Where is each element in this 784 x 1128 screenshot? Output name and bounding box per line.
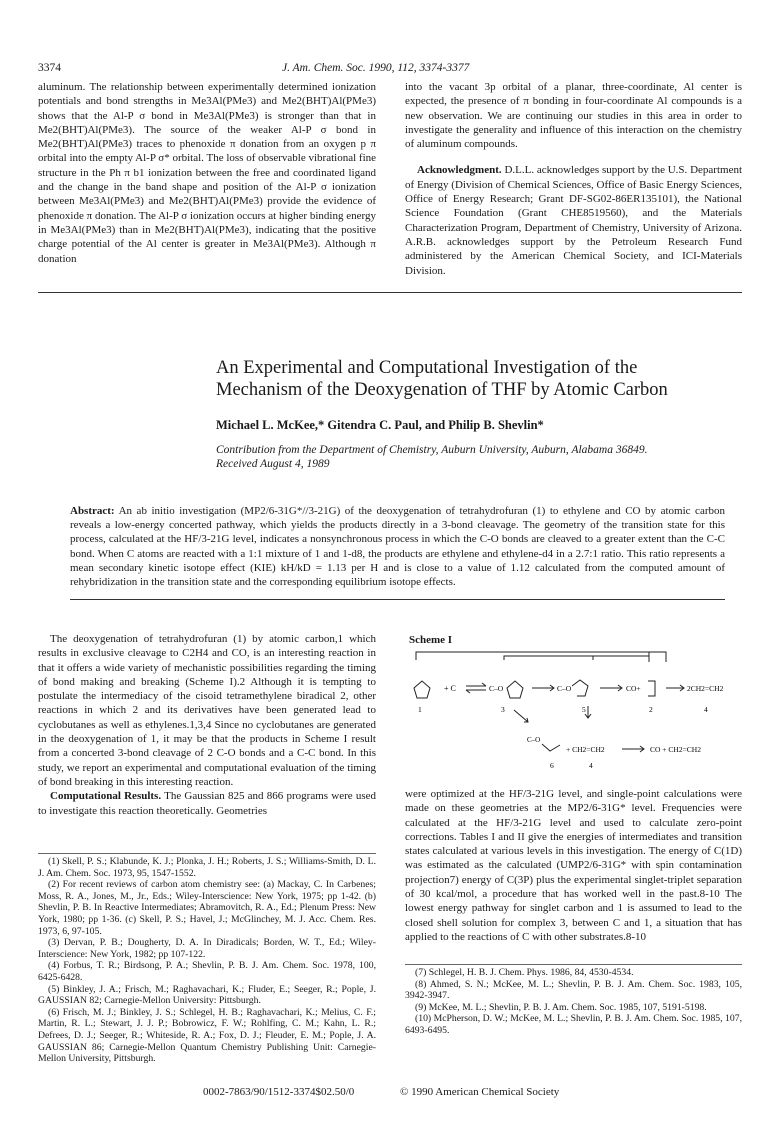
prev-article-text-right: into the vacant 3p orbital of a planar, three-coordinate, Al center is expected, the presence of π bonding in four-coordinate Al compounds is a new observation. We are continuing our studies in this area in order to investigate the generality and influence of this interaction on the chemistry of aluminum compounds. xyxy=(405,81,742,151)
footnote-rule-right xyxy=(405,964,742,965)
thf-ring-1 xyxy=(414,681,430,698)
reference-1: (1) Skell, P. S.; Klabunde, K. J.; Plonka, J. H.; Roberts, J. S.; Williams-Smith, D. L. J. Am. Chem. Soc. 1973, 95, 1547-1552. xyxy=(38,856,376,879)
intro-paragraph: The deoxygenation of tetrahydrofuran (1) by atomic carbon,1 which results in exclusive cleavage to C2H4 and CO, is an interesting reaction in that it offers a wide variety of mechanistic possibilities regarding the timing of bond making and breaking (Scheme I).2 Although it is tempting to postulate the intermediacy of the cisoid tetramethylene biradical 2, other reactions in which 2 and its derivatives have been generated lead to cyclobutanes as well as ethylenes.1,3,4 Since no cyclobutanes are generated in the deoxygenation of 1, it may be that the products in Scheme I result from a concerted 3-bond cleavage of 2 C-O bonds and a C-C bond. In this study, we report an experimental and computational evaluation of the timing of bond breaking in this interesting reaction. xyxy=(38,633,376,788)
compound-4-number: 4 xyxy=(704,705,708,714)
co-plus: CO+ xyxy=(626,684,641,693)
prev-article-left-column xyxy=(38,80,376,266)
lower-product: CO + CH2=CH2 xyxy=(650,745,701,754)
body-left-column xyxy=(38,632,376,818)
abstract-rule xyxy=(70,599,725,600)
acknowledgment-text: D.L.L. acknowledges support by the U.S. Department of Energy (Division of Chemical Sciences, Office of Basic Energy Sciences, Office of Energy Research; Grant DF-SG02-86ER135101), the National Science Foundation (Grant CHE8519560), and the Materials Characterization Program, Department of Chemistry, University of Arizona. A.R.B. acknowledges support by the Petroleum Research Fund administered by the American Chemical Society, and ICI-Materials Division. xyxy=(405,164,743,277)
compound-2-number: 2 xyxy=(649,705,653,714)
product-ethylene: 2CH2=CH2 xyxy=(687,684,724,693)
reference-10: (10) McPherson, D. W.; McKee, M. L.; Shevlin, P. B. J. Am. Chem. Soc. 1985, 107, 6493-6495. xyxy=(405,1013,742,1036)
reference-4: (4) Forbus, T. R.; Birdsong, P. A.; Shevlin, P. B. J. Am. Chem. Soc. 1978, 100, 6425-6428. xyxy=(38,960,376,983)
reference-8: (8) Ahmed, S. N.; McKee, M. L.; Shevlin, P. B. J. Am. Chem. Soc. 1983, 105, 3942-3947. xyxy=(405,978,742,1002)
prev-article-right-column xyxy=(405,80,742,278)
lower-c-o: C–O xyxy=(527,736,541,744)
page-number: 3374 xyxy=(38,62,61,74)
prev-article-text-left: aluminum. The relationship between experimentally determined ionization potentials and bond strengths in Me3Al(PMe3) and Me2(BHT)Al(PMe3) shows that the Al-P σ bond in Me3Al(PMe3) is stronger than that in Me2(BHT)Al(PMe3). The source of the weaker Al-P σ bond in Me2(BHT)Al(PMe3) traces to phenoxide π donation from an oxygen p π orbital into the empty Al-P σ* orbital. The loss of observable vibrational fine structure in the Ph π b1 ionization between the free and coordinated ligand and the change in the band shape and position of the Al-P σ ionization between Me3Al(PMe3) and Me2(BHT)Al(PMe3) provide the evidence of phenoxide π donation. The Al-P σ ionization occurs at higher binding energy in Me3Al(PMe3) than in Me2(BHT)Al(PMe3), indicating that the positive charge potential of the Al center is greater in Me3Al(PMe3). Although π donation xyxy=(38,81,377,265)
running-header: J. Am. Chem. Soc. 1990, 112, 3374-3377 xyxy=(282,62,470,74)
reference-5: (5) Binkley, J. A.; Frisch, M.; Raghavachari, K.; Fluder, E.; Seeger, R.; Pople, J. GAUSSIAN 82; Carnegie-Mellon University: Pittsburgh. xyxy=(38,983,376,1007)
title-line-1: An Experimental and Computational Investigation of the xyxy=(216,358,638,378)
lower-plus-ethylene: + CH2=CH2 xyxy=(566,745,605,754)
compound-1-number: 1 xyxy=(418,705,422,714)
scheme-diagram xyxy=(404,648,744,776)
compound-5-number: 5 xyxy=(582,705,586,714)
c-o-label-2: C–O xyxy=(557,684,572,693)
reference-7: (7) Schlegel, H. B. J. Chem. Phys. 1986, 84, 4530-4534. xyxy=(415,967,634,978)
footer-code: 0002-7863/90/1512-3374$02.50/0 xyxy=(203,1086,355,1098)
body-right-paragraph: were optimized at the HF/3-21G level, and single-point calculations were made on these geometries at the MP2/6-31G* level. Frequencies were calculated at the HF/3-21G level and used to calculate zero-point corrections. Tables I and II give the energies of intermediates and transition states calculated at various levels in this investigation. The energy of C(1D) was estimated as the calculated (UMP2/6-31G* with spin contamination projection7) energy of C(3P) plus the experimental singlet-triplet separation of 30 kcal/mol, a procedure that has worked well in the past.8-10 The lowest energy pathway for singlet carbon and 1 is assumed to lead to the closed shell solution for complex 3, between C and 1, a situation that has applied to the reactions of C with other substrates.8-10 xyxy=(405,788,742,943)
references-right xyxy=(405,967,742,1037)
c-o-label-1: C–O xyxy=(489,684,504,693)
abstract-text: An ab initio investigation (MP2/6-31G*//3-21G) of the deoxygenation of tetrahydrofuran (1) to ethylene and CO by atomic carbon reveals a low-energy concerted pathway, which yields the products directly in a 3-bond cleavage. The geometry of the transition state for this process, calculated at the HF/3-21G level, indicates a nonsynchronous process in which the C-O bonds are cleaved to a greater extent than the C-C bond. When C atoms are reacted with a 1:1 mixture of 1 and 1-d8, the products are ethylene and ethylene-d4 in a 2.7:1 ratio. This ratio represents a mean secondary kinetic isotope effect (KIE) kH/kD = 1.13 per H and is close to a value of 1.12 calculated from the computed amount of rehybridization in the transition state and the corresponding equilibrium isotope effects. xyxy=(70,505,725,589)
computational-paragraph: Computational Results. The Gaussian 825 and 866 programs were used to investigate this reaction theoretically. Geometries xyxy=(38,790,376,817)
authors: Michael L. McKee,* Gitendra C. Paul, and Philip B. Shevlin* xyxy=(216,418,544,432)
contribution xyxy=(216,443,736,471)
footer-copyright: © 1990 American Chemical Society xyxy=(400,1086,560,1098)
article-separator xyxy=(38,292,742,293)
footnote-rule-left xyxy=(38,853,376,854)
title-line-2: Mechanism of the Deoxygenation of THF by Atomic Carbon xyxy=(216,380,668,400)
computational-results-label: Computational Results. xyxy=(50,790,162,803)
bracket-line-inner xyxy=(504,656,649,660)
body-right-column xyxy=(405,787,742,944)
scheme-label: Scheme I xyxy=(409,634,453,646)
compound-6-number: 6 xyxy=(550,761,554,770)
references-left xyxy=(38,856,376,1065)
reference-3: (3) Dervan, P. B.; Dougherty, D. A. In Diradicals; Borden, W. T., Ed.; Wiley-Interscience: New York, 1982; pp 107-122. xyxy=(38,937,376,960)
reference-9: (9) McKee, M. L.; Shevlin, P. B. J. Am. Chem. Soc. 1985, 107, 5191-5198. xyxy=(415,1001,707,1013)
received-date: Received August 4, 1989 xyxy=(216,458,330,470)
species-6 xyxy=(542,744,560,751)
article-title xyxy=(216,357,736,401)
affiliation: Contribution from the Department of Chemistry, Auburn University, Auburn, Alabama 36849. xyxy=(216,444,648,456)
ring-5-open xyxy=(572,680,588,696)
abstract xyxy=(70,504,725,589)
thf-ring-3 xyxy=(507,681,523,698)
abstract-label: Abstract: xyxy=(70,505,115,517)
biradical-2 xyxy=(648,681,655,696)
compound-3-number: 3 xyxy=(501,705,505,714)
compound-4b-number: 4 xyxy=(589,761,593,770)
reference-2: (2) For recent reviews of carbon atom chemistry see: (a) Mackay, C. In Carbenes; Moss, R. A., Jones, M., Jr., Eds.; Wiley-Interscience: New York, 1975; pp 1-42. (b) Shevlin, P. B. In Reactive Intermediates; Abramovitch, R. A., Ed.; Plenum Press: New York, 1980; pp 1-36. (c) Skell, P. S.; Havel, J.; McGlinchey, M. J. Acc. Chem. Res. 1973, 6, 97-105. xyxy=(38,879,376,937)
reference-6: (6) Frisch, M. J.; Binkley, J. S.; Schlegel, H. B.; Raghavachari, K.; Melius, C. F.; Martin, R. L.; Stewart, J. J. P.; Bobrowicz, F. W.; Rohlfing, C. M.; Kahn, L. R.; Defrees, D. J.; Seeger, R.; Whiteside, R. A.; Fox, D. J.; Fleuder, E. M.; Pople, J. A. GAUSSIAN 86; Carnegie-Mellon Quantum Chemistry Publishing Unit: Carnegie-Mellon University, Pittsburgh. xyxy=(38,1006,376,1065)
acknowledgment xyxy=(405,163,742,277)
plus-c: + C xyxy=(444,684,456,693)
acknowledgment-label: Acknowledgment. xyxy=(417,164,502,177)
